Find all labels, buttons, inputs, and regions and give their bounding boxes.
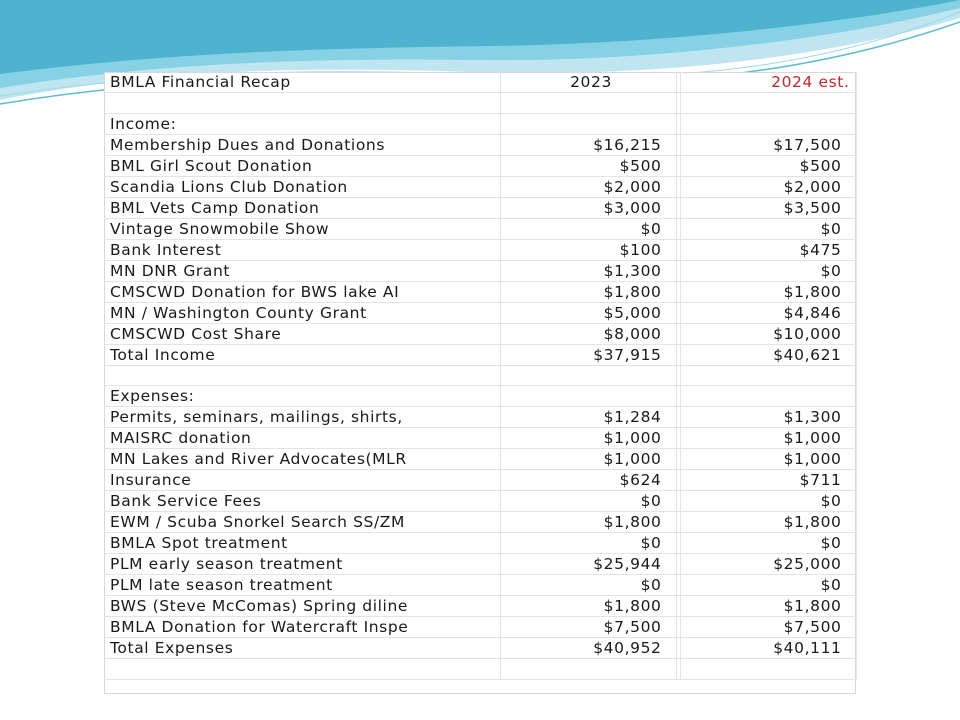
value-2023: $1,300 (500, 260, 676, 281)
value-2023: $500 (500, 155, 676, 176)
row-label: PLM late season treatment (104, 575, 500, 596)
value-2024-est: $25,000 (680, 554, 856, 575)
value-2023: $16,215 (500, 134, 676, 155)
row-label: CMSCWD Cost Share (104, 323, 500, 344)
value-2024-est: $1,000 (680, 428, 856, 449)
value-2023: $1,000 (500, 428, 676, 449)
value-2024-est: $711 (680, 470, 856, 491)
column-header-2023: 2023 (500, 72, 676, 93)
income-row (104, 239, 856, 260)
value-2024-est: $0 (680, 575, 856, 596)
value-2024-est: $7,500 (680, 617, 856, 638)
value-2023: $40,952 (500, 638, 676, 659)
row-label: BMLA Spot treatment (104, 533, 500, 554)
row-label: MN / Washington County Grant (104, 302, 500, 323)
blank-row (104, 659, 856, 680)
value-2024-est: $1,800 (680, 596, 856, 617)
header-row (104, 72, 856, 93)
value-2023: $5,000 (500, 302, 676, 323)
row-label: Bank Service Fees (104, 491, 500, 512)
value-2023: $3,000 (500, 197, 676, 218)
value-2024-est: $0 (680, 260, 856, 281)
expense-row (104, 533, 856, 554)
income-heading: Income: (104, 113, 500, 134)
row-label: MAISRC donation (104, 428, 500, 449)
expense-row (104, 596, 856, 617)
value-2023: $37,915 (500, 344, 676, 365)
row-label: Insurance (104, 470, 500, 491)
income-row (104, 218, 856, 239)
value-2024-est: $40,111 (680, 638, 856, 659)
row-label: Bank Interest (104, 239, 500, 260)
row-label: Scandia Lions Club Donation (104, 176, 500, 197)
income-row (104, 302, 856, 323)
value-2023: $8,000 (500, 323, 676, 344)
expense-row (104, 575, 856, 596)
income-row (104, 155, 856, 176)
expense-row (104, 491, 856, 512)
value-2024-est: $1,300 (680, 407, 856, 428)
value-2023: $624 (500, 470, 676, 491)
row-label: BWS (Steve McComas) Spring diline (104, 596, 500, 617)
value-2023: $0 (500, 533, 676, 554)
value-2023: $1,800 (500, 281, 676, 302)
row-label: MN DNR Grant (104, 260, 500, 281)
value-2024-est: $3,500 (680, 197, 856, 218)
blank-row (104, 365, 856, 386)
value-2024-est: $0 (680, 491, 856, 512)
row-label: BML Vets Camp Donation (104, 197, 500, 218)
row-label: Membership Dues and Donations (104, 134, 500, 155)
row-label: MN Lakes and River Advocates(MLR (104, 449, 500, 470)
value-2024-est: $0 (680, 533, 856, 554)
expense-row (104, 470, 856, 491)
expense-row (104, 407, 856, 428)
value-2023: $1,800 (500, 512, 676, 533)
value-2024-est: $500 (680, 155, 856, 176)
income-row (104, 323, 856, 344)
expense-row (104, 428, 856, 449)
income-row (104, 281, 856, 302)
value-2023: $7,500 (500, 617, 676, 638)
financial-recap-table (104, 72, 857, 680)
income-total-row (104, 344, 856, 365)
row-label: Total Expenses (104, 638, 500, 659)
value-2024-est: $1,000 (680, 449, 856, 470)
row-label: EWM / Scuba Snorkel Search SS/ZM (104, 512, 500, 533)
value-2023: $1,284 (500, 407, 676, 428)
value-2024-est: $10,000 (680, 323, 856, 344)
value-2024-est: $1,800 (680, 512, 856, 533)
expenses-heading-row (104, 386, 856, 407)
expense-row (104, 554, 856, 575)
income-row (104, 197, 856, 218)
expense-row (104, 449, 856, 470)
row-label: CMSCWD Donation for BWS lake AI (104, 281, 500, 302)
income-row (104, 176, 856, 197)
blank-row (104, 93, 856, 114)
column-header-2024-est: 2024 est. (680, 72, 856, 93)
value-2024-est: $4,846 (680, 302, 856, 323)
row-label: Permits, seminars, mailings, shirts, (104, 407, 500, 428)
value-2023: $2,000 (500, 176, 676, 197)
value-2023: $1,800 (500, 596, 676, 617)
row-label: Vintage Snowmobile Show (104, 218, 500, 239)
value-2024-est: $475 (680, 239, 856, 260)
expense-row (104, 512, 856, 533)
value-2024-est: $1,800 (680, 281, 856, 302)
value-2024-est: $17,500 (680, 134, 856, 155)
income-row (104, 260, 856, 281)
value-2024-est: $2,000 (680, 176, 856, 197)
value-2024-est: $40,621 (680, 344, 856, 365)
income-heading-row (104, 113, 856, 134)
expense-row (104, 617, 856, 638)
value-2024-est: $0 (680, 218, 856, 239)
table-title: BMLA Financial Recap (104, 72, 500, 93)
row-label: BMLA Donation for Watercraft Inspe (104, 617, 500, 638)
value-2023: $100 (500, 239, 676, 260)
row-label: Total Income (104, 344, 500, 365)
expenses-total-row (104, 638, 856, 659)
value-2023: $25,944 (500, 554, 676, 575)
expenses-heading: Expenses: (104, 386, 500, 407)
row-label: PLM early season treatment (104, 554, 500, 575)
value-2023: $0 (500, 491, 676, 512)
income-row (104, 134, 856, 155)
value-2023: $1,000 (500, 449, 676, 470)
value-2023: $0 (500, 575, 676, 596)
row-label: BML Girl Scout Donation (104, 155, 500, 176)
value-2023: $0 (500, 218, 676, 239)
